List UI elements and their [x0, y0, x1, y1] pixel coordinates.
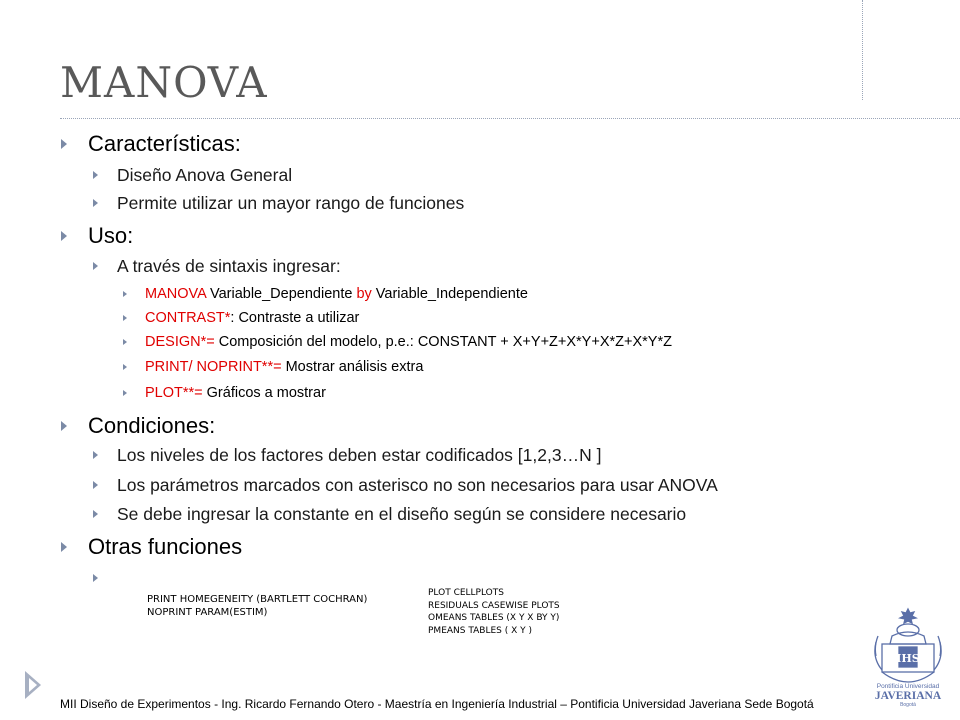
section-label: Uso:	[88, 223, 134, 248]
list-item: Los parámetros marcados con asterisco no son necesarios para usar ANOVA	[117, 475, 718, 496]
bullet-icon	[123, 291, 127, 297]
bullet-icon	[93, 481, 98, 489]
bullet-icon	[123, 364, 127, 370]
syntax-item-manova: MANOVA Variable_Dependiente by Variable_Independiente	[145, 286, 528, 302]
crest-icon	[868, 606, 948, 708]
section-label: Condiciones:	[88, 413, 216, 438]
syntax-item-plot: PLOT**= Gráficos a mostrar	[145, 385, 326, 401]
page-title: MANOVA	[60, 58, 268, 107]
section-caracteristicas	[88, 131, 241, 157]
bullet-icon	[93, 510, 98, 518]
syntax-item-design: DESIGN*= Composición del modelo, p.e.: CONSTANT + X+Y+Z+X*Y+X*Z+X*Y*Z	[145, 334, 672, 350]
bullet-icon	[93, 171, 98, 179]
code-line: PLOT CELLPLOTS	[428, 588, 504, 598]
list-item: Se debe ingresar la constante en el diseño según se considere necesario	[117, 504, 686, 525]
list-item: Diseño Anova General	[117, 165, 292, 186]
section-label: Características:	[88, 131, 241, 156]
logo-line-1: Pontificia Universidad	[876, 683, 940, 690]
bullet-icon	[123, 315, 127, 321]
section-otras-funciones	[88, 534, 242, 560]
bullet-icon	[61, 421, 67, 431]
section-label: Otras funciones	[88, 534, 243, 559]
bullet-icon	[93, 199, 98, 207]
logo-line-3: Bogotá	[900, 702, 916, 708]
code-line: NOPRINT PARAM(ESTIM)	[147, 607, 268, 618]
bullet-icon	[61, 139, 67, 149]
code-line: RESIDUALS CASEWISE PLOTS	[428, 600, 560, 611]
syntax-item-print: PRINT/ NOPRINT**= Mostrar análisis extra	[145, 359, 423, 375]
bullet-icon	[93, 262, 98, 270]
code-block-left	[147, 593, 367, 619]
svg-text:IHS: IHS	[896, 652, 920, 665]
code-block-right	[428, 587, 560, 637]
list-item: A través de sintaxis ingresar:	[117, 256, 341, 277]
bullet-icon	[93, 451, 98, 459]
footer-text: MII Diseño de Experimentos - Ing. Ricardo Fernando Otero - Maestría en Ingeniería Industrial – Pontificia Universidad Javeriana Sede Bogotá	[60, 697, 814, 711]
logo-line-2: JAVERIANA	[874, 690, 942, 702]
syntax-item-contrast: CONTRAST*: Contraste a utilizar	[145, 310, 359, 326]
section-condiciones	[88, 413, 215, 439]
footer-arrow-inner	[29, 678, 37, 692]
code-line: PRINT HOMEGENEITY (BARTLETT COCHRAN)	[147, 594, 368, 605]
code-line: PMEANS TABLES ( X Y )	[428, 625, 533, 636]
list-item: Permite utilizar un mayor rango de funciones	[117, 193, 464, 214]
university-logo	[868, 606, 948, 708]
section-uso	[88, 223, 133, 249]
code-line: OMEANS TABLES (X Y X BY Y)	[428, 613, 560, 623]
bullet-icon	[123, 390, 127, 396]
bullet-icon	[93, 574, 98, 582]
bullet-icon	[61, 542, 67, 552]
list-item: Los niveles de los factores deben estar codificados [1,2,3…N ]	[117, 445, 601, 466]
bullet-icon	[61, 231, 67, 241]
bullet-icon	[123, 339, 127, 345]
